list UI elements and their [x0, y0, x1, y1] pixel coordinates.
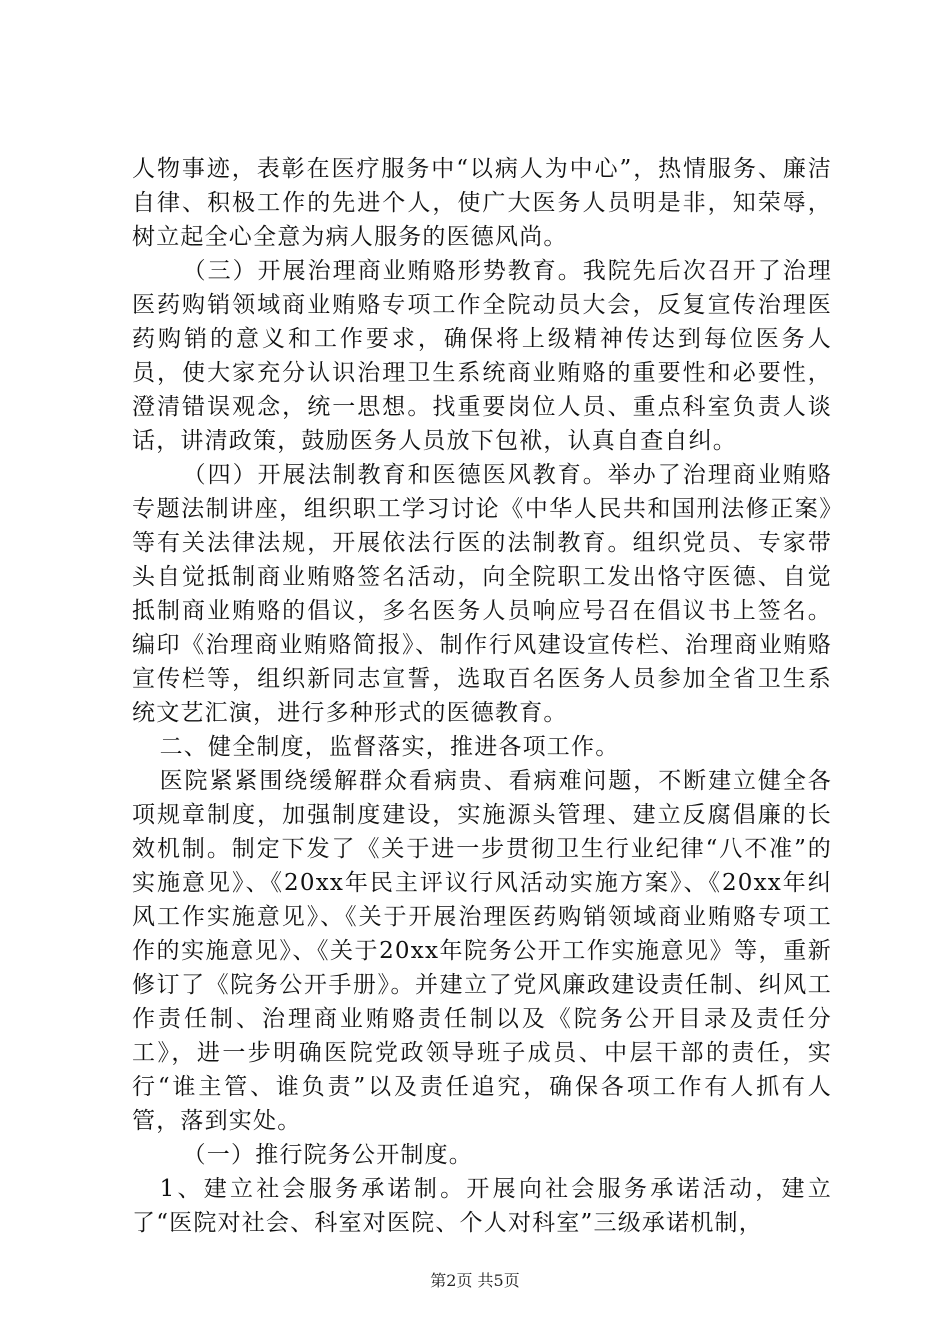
paragraph-continued: 人物事迹，表彰在医疗服务中“以病人为中心”，热情服务、廉洁自律、积极工作的先进个人，使广大医务人员明是非，知荣辱，树立起全心全意为病人服务的医德风尚。	[132, 156, 832, 250]
page-footer: 第2页 共5页	[430, 1271, 520, 1290]
paragraph-section-4: （四）开展法制教育和医德医风教育。举办了治理商业贿赂专题法制讲座，组织职工学习讨论《中华人民共和国刑法修正案》等有关法律法规，开展依法行医的法制教育。组织党员、专家带头自觉抵制商业贿赂签名活动，向全院职工发出恪守医德、自觉抵制商业贿赂的倡议，多名医务人员响应号召在倡议书上签名。编印《治理商业贿赂简报》、制作行风建设宣传栏、治理商业贿赂宣传栏等，组织新同志宣誓，选取百名医务人员参加全省卫生系统文艺汇演，进行多种形式的医德教育。	[132, 462, 832, 726]
heading-subsection-1: （一）推行院务公开制度。	[182, 1142, 473, 1168]
paragraph-item-1: 1、建立社会服务承诺制。开展向社会服务承诺活动，建立了“医院对社会、科室对医院、个人对科室”三级承诺机制，	[132, 1176, 832, 1236]
document-body	[132, 152, 832, 1240]
heading-part-2: 二、健全制度，监督落实，推进各项工作。	[159, 734, 620, 760]
paragraph-part-2-body: 医院紧紧围绕缓解群众看病贵、看病难问题，不断建立健全各项规章制度，加强制度建设，实施源头管理、建立反腐倡廉的长效机制。制定下发了《关于进一步贯彻卫生行业纪律“八不准”的实施意见》、《20xx年民主评议行风活动实施方案》、《20xx年纠风工作实施意见》、《关于开展治理医药购销领域商业贿赂专项工作的实施意见》、《关于20xx年院务公开工作实施意见》等，重新修订了《院务公开手册》。并建立了党风廉政建设责任制、纠风工作责任制、治理商业贿赂责任制以及《院务公开目录及责任分工》，进一步明确医院党政领导班子成员、中层干部的责任，实行“谁主管、谁负责”以及责任追究，确保各项工作有人抓有人管，落到实处。	[132, 768, 832, 1134]
paragraph-section-3: （三）开展治理商业贿赂形势教育。我院先后次召开了治理医药购销领域商业贿赂专项工作全院动员大会，反复宣传治理医药购销的意义和工作要求，确保将上级精神传达到每位医务人员，使大家充分认识治理卫生系统商业贿赂的重要性和必要性，澄清错误观念，统一思想。找重要岗位人员、重点科室负责人谈话，讲清政策，鼓励医务人员放下包袱，认真自查自纠。	[132, 258, 832, 454]
